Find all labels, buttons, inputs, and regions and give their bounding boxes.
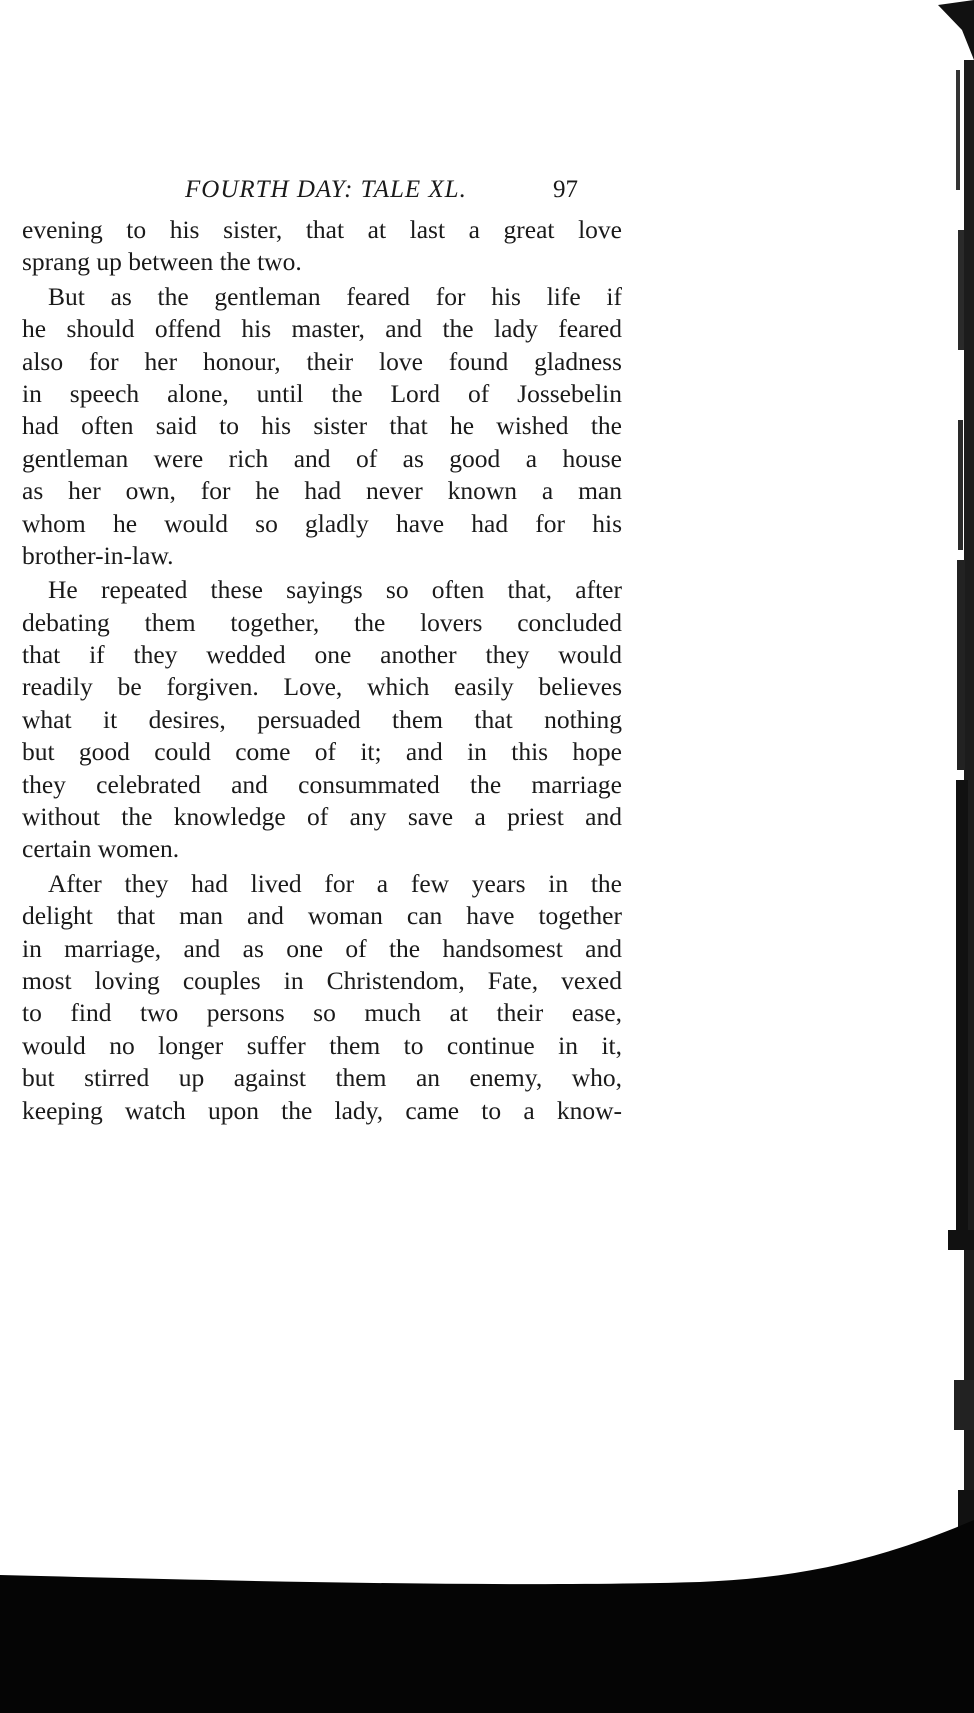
text-line: also for her honour, their love found gladness	[22, 346, 622, 376]
text-line: in marriage, and as one of the handsomest and	[22, 933, 622, 963]
text-line: but stirred up against them an enemy, who,	[22, 1063, 622, 1093]
page-header	[22, 176, 578, 210]
text-line: in speech alone, until the Lord of Jossebelin	[22, 378, 622, 408]
text-line: gentleman were rich and of as good a house	[22, 443, 622, 473]
text-line: without the knowledge of any save a priest and	[22, 802, 622, 832]
text-line: to find two persons so much at their ease,	[22, 998, 622, 1028]
text-line: brother-in-law.	[22, 540, 174, 570]
text-line: that if they wedded one another they would	[22, 640, 622, 670]
text-line: certain women.	[22, 834, 180, 864]
text-line: what it desires, persuaded them that nothing	[22, 704, 622, 734]
text-line: sprang up between the two.	[22, 247, 302, 277]
bottom-page-shadow	[0, 1520, 974, 1713]
text-line: whom he would so gladly have had for his	[22, 508, 622, 538]
text-line: keeping watch upon the lady, came to a know-	[22, 1095, 622, 1125]
text-line: as her own, for he had never known a man	[22, 476, 622, 506]
running-head: FOURTH DAY: TALE XL.	[185, 176, 467, 203]
body-text	[22, 214, 622, 1127]
text-line: had often said to his sister that he wished the	[22, 411, 622, 441]
text-line: but good could come of it; and in this hope	[22, 737, 622, 767]
text-line: readily be forgiven. Love, which easily believes	[22, 672, 622, 702]
text-line: evening to his sister, that at last a great love	[22, 215, 622, 244]
text-line: delight that man and woman can have together	[22, 901, 622, 931]
text-line: After they had lived for a few years in the	[48, 868, 622, 898]
text-line: they celebrated and consummated the marriage	[22, 769, 622, 799]
binding-edge-shadow	[878, 0, 974, 1713]
text-line: He repeated these sayings so often that, after	[48, 575, 622, 605]
text-line: debating them together, the lovers concluded	[22, 607, 622, 637]
text-line: would no longer suffer them to continue in it,	[22, 1030, 622, 1060]
text-line: he should offend his master, and the lady feared	[22, 314, 622, 344]
text-line: But as the gentleman feared for his life if	[48, 281, 622, 311]
text-line: most loving couples in Christendom, Fate, vexed	[22, 965, 622, 995]
page-number: 97	[553, 176, 578, 203]
